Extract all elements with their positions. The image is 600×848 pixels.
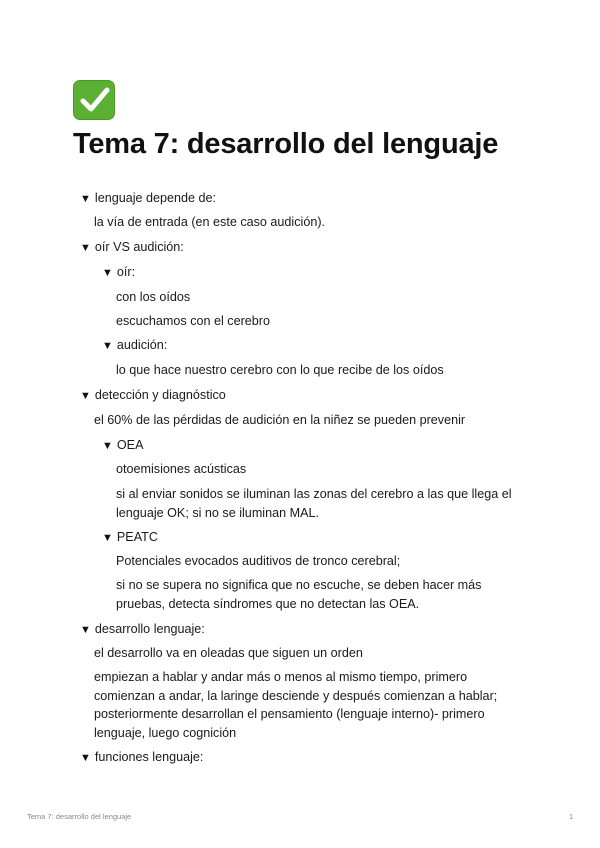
toggle-triangle-icon[interactable]: ▼ [102,340,113,352]
toggle-triangle-icon[interactable]: ▼ [80,624,91,636]
toggle-triangle-icon[interactable]: ▼ [80,390,91,402]
check-mark-icon [73,80,115,120]
paragraph: la vía de entrada (en este caso audición). [94,215,326,229]
toggle-oir[interactable] [102,263,135,283]
toggle-label: desarrollo lenguaje: [94,622,205,636]
toggle-triangle-icon[interactable]: ▼ [102,440,113,452]
paragraph: otoemisiones acústicas [116,462,247,476]
paragraph: con los oídos [116,290,191,304]
toggle-audicion[interactable] [102,336,167,356]
paragraph: lo que hace nuestro cerebro con lo que recibe de los oídos [116,363,444,377]
toggle-label: lenguaje depende de: [94,191,217,205]
paragraph: el desarrollo va en oleadas que siguen un orden [94,646,363,660]
toggle-label: funciones lenguaje: [94,750,204,764]
paragraph: el 60% de las pérdidas de audición en la niñez se pueden prevenir [94,413,466,427]
toggle-oea[interactable] [102,436,144,456]
toggle-triangle-icon[interactable]: ▼ [80,193,91,205]
paragraph: empiezan a hablar y andar más o menos al mismo tiempo, primero comienzan a andar, la laringe desciende y después comienzan a hablar; posteriormente desarrollan el pensamiento (lenguaje interno)- primero lenguaje, luego cognición [94,670,498,740]
toggle-label: oír VS audición: [94,240,184,254]
page-title: Tema 7: desarrollo del lenguaje [73,128,499,160]
toggle-triangle-icon[interactable]: ▼ [102,267,113,279]
paragraph: escuchamos con el cerebro [116,314,271,328]
toggle-label: OEA [116,438,144,452]
toggle-deteccion-diagnostico[interactable] [80,386,226,406]
paragraph: si al enviar sonidos se iluminan las zonas del cerebro a las que llega el lenguaje OK; si no se iluminan MAL. [116,487,512,520]
toggle-peatc[interactable] [102,528,158,548]
toggle-label: detección y diagnóstico [94,388,226,402]
toggle-label: PEATC [116,530,158,544]
paragraph: Potenciales evocados auditivos de tronco cerebral; [116,554,401,568]
toggle-triangle-icon[interactable]: ▼ [102,532,113,544]
toggle-funciones-lenguaje[interactable] [80,748,203,768]
toggle-lenguaje-depende[interactable] [80,189,216,209]
paragraph: si no se supera no significa que no escuche, se deben hacer más pruebas, detecta síndromes que no detectan las OEA. [116,578,482,611]
toggle-triangle-icon[interactable]: ▼ [80,242,91,254]
toggle-desarrollo-lenguaje[interactable] [80,620,205,640]
toggle-triangle-icon[interactable]: ▼ [80,752,91,764]
footer-page-number: 1 [569,812,574,821]
toggle-label: oír: [116,265,136,279]
footer-title: Tema 7: desarrollo del lenguaje [27,812,132,821]
check-mark-glyph [80,86,110,114]
toggle-oir-vs-audicion[interactable] [80,238,184,258]
toggle-label: audición: [116,338,168,352]
